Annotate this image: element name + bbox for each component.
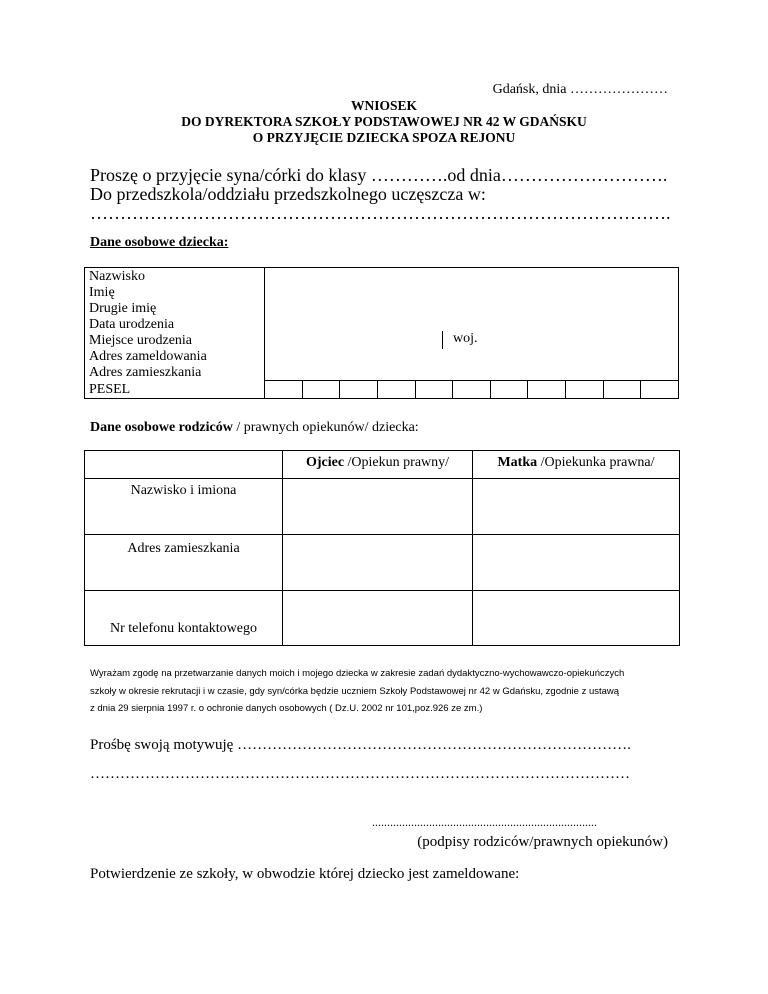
pesel-digit-box[interactable] (416, 381, 454, 398)
row-label-parent-address: Adres zamieszkania (85, 535, 283, 591)
table-row (85, 451, 680, 479)
row-label-first-name: Imię (85, 284, 265, 300)
row-label-birth-place: Miejsce urodzenia (85, 332, 265, 348)
row-label-pesel: PESEL (85, 381, 265, 399)
mother-address-field[interactable] (473, 535, 680, 591)
pesel-digit-box[interactable] (453, 381, 491, 398)
document-addressee: DO DYREKTORA SZKOŁY PODSTAWOWEJ NR 42 W GDAŃSKU (181, 114, 587, 129)
row-label-surname: Nazwisko (85, 268, 265, 285)
mother-column-header (473, 451, 680, 479)
pesel-digit-box[interactable] (604, 381, 642, 398)
second-name-field[interactable] (265, 300, 679, 316)
table-row (85, 381, 679, 399)
table-row (85, 348, 679, 364)
pesel-field[interactable] (265, 381, 679, 399)
school-confirmation-label: Potwierdzenie ze szkoły, w obwodzie której dziecko jest zameldowane: (90, 866, 520, 882)
pesel-digit-box[interactable] (303, 381, 341, 398)
row-label-residence-address: Adres zamieszkania (85, 364, 265, 381)
request-preschool-dots: ……………………………………………………………………………………. (90, 203, 671, 223)
motivation-line1: Prośbę swoją motywuję ……………………………………………………………………. (90, 737, 631, 753)
motivation-line2: ……………………………………………………………………………………………… (90, 766, 630, 782)
row-label-registered-address: Adres zameldowania (85, 348, 265, 364)
child-data-table (84, 267, 679, 399)
row-label-parent-phone: Nr telefonu kontaktowego (85, 591, 283, 646)
pesel-digit-box[interactable] (491, 381, 529, 398)
request-class-line: Proszę o przyjęcie syna/córki do klasy ………….od dnia………………………. (90, 165, 668, 185)
registered-address-field[interactable] (265, 348, 679, 364)
residence-address-field[interactable] (265, 364, 679, 381)
father-header-bold: Ojciec (305, 455, 345, 470)
mother-phone-field[interactable] (473, 591, 680, 646)
date-line: Gdańsk, dnia ………………… (492, 82, 668, 97)
consent-text-line2: szkoły w okresie rekrutacji i w czasie, gdy syn/córka będzie uczniem Szkoły Podstawowej nr 42 w Gdańsku, zgodnie z ustawą (90, 686, 620, 697)
table-row (85, 364, 679, 381)
table-row (85, 591, 680, 646)
table-row (85, 479, 680, 535)
father-phone-field[interactable] (283, 591, 473, 646)
parents-data-table (84, 450, 680, 646)
row-label-parent-names: Nazwisko i imiona (85, 479, 283, 535)
pesel-grid (265, 381, 678, 398)
pesel-digit-box[interactable] (265, 381, 303, 398)
signature-line: ........................................................................... (372, 815, 597, 829)
child-section-heading: Dane osobowe dziecka: (90, 235, 229, 250)
row-label-second-name: Drugie imię (85, 300, 265, 316)
pesel-digit-box[interactable] (340, 381, 378, 398)
request-preschool-line: Do przedszkola/oddziału przedszkolnego uczęszcza w: (90, 184, 486, 204)
consent-text-line1: Wyrażam zgodę na przetwarzanie danych moich i mojego dziecka w zakresie zadań dydaktyczno-wychowawczo-opiekuńczych (90, 668, 625, 679)
father-names-field[interactable] (283, 479, 473, 535)
pesel-digit-box[interactable] (528, 381, 566, 398)
pesel-digit-box[interactable] (566, 381, 604, 398)
voivodeship-label: woj. (453, 331, 478, 346)
table-row (85, 332, 679, 348)
mother-names-field[interactable] (473, 479, 680, 535)
father-address-field[interactable] (283, 535, 473, 591)
pesel-digit-box[interactable] (378, 381, 416, 398)
parents-heading-bold: Dane osobowe rodziców (90, 420, 233, 435)
row-label-birth-date: Data urodzenia (85, 316, 265, 332)
empty-corner-cell (85, 451, 283, 479)
document-title: WNIOSEK (350, 98, 418, 113)
parents-heading-rest: / prawnych opiekunów/ dziecka: (232, 420, 419, 435)
pesel-digit-box[interactable] (641, 381, 678, 398)
table-row (85, 316, 679, 332)
table-row (85, 268, 679, 285)
mother-header-bold: Matka (497, 455, 538, 470)
birth-date-field[interactable] (265, 316, 679, 332)
mother-header-rest: /Opiekunka prawna/ (537, 455, 655, 470)
first-name-field[interactable] (265, 284, 679, 300)
signature-label: (podpisy rodziców/prawnych opiekunów) (417, 834, 668, 850)
voivodeship-field[interactable] (442, 331, 478, 349)
father-column-header (283, 451, 473, 479)
table-row (85, 535, 680, 591)
consent-text-line3: z dnia 29 sierpnia 1997 r. o ochronie danych osobowych ( Dz.U. 2002 nr 101,poz.926 ze zm.) (90, 703, 483, 714)
birth-place-field[interactable] (265, 332, 679, 348)
table-row (85, 300, 679, 316)
table-row (85, 284, 679, 300)
parents-section-heading (90, 420, 419, 436)
father-header-rest: /Opiekun prawny/ (344, 455, 450, 470)
document-subject: O PRZYJĘCIE DZIECKA SPOZA REJONU (252, 130, 516, 145)
surname-field[interactable] (265, 268, 679, 285)
